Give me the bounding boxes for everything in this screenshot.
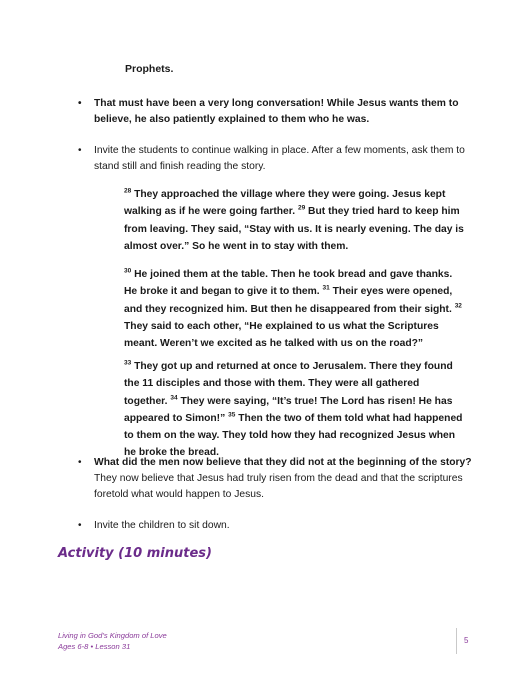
verse-number: 33 [124, 359, 132, 367]
bullet-marker: • [78, 98, 82, 109]
footer [58, 630, 167, 652]
bullet-item [78, 143, 478, 175]
bullet-marker: • [78, 145, 82, 156]
bullet-text: Invite the students to continue walking in place. After a few moments, ask them to stand still and finish reading the story. [94, 145, 465, 172]
verse-text: Their eyes were opened, and they recognized him. But then he disappeared from their sight. [124, 286, 455, 315]
verse-number: 34 [170, 394, 178, 402]
bullet-item [78, 455, 478, 503]
question-text: What did the men now believe that they did not at the beginning of the story? [94, 457, 472, 468]
verse-number: 29 [297, 204, 306, 212]
verse-number: 31 [322, 284, 330, 292]
footer-title: Living in God’s Kingdom of Love [58, 631, 167, 640]
verse-text: They said to each other, “He explained to us what the Scriptures meant. Weren’t we excited as he talked with us on the road?” [124, 320, 439, 350]
continued-text: Prophets. [125, 63, 174, 75]
verse-number: 35 [228, 411, 236, 419]
scripture-passage [124, 358, 464, 462]
verse-text: But they tried hard to keep him from leaving. They said, “Stay with us. It is nearly evening. The day is almost over.” So he went in to stay with them. [124, 206, 464, 252]
verse-number: 32 [454, 302, 462, 310]
verse-text: He joined them at the table. Then he took bread and gave thanks. He broke it and began to give it to them. [124, 269, 453, 298]
footer-divider [456, 628, 457, 654]
bullet-text: Invite the children to sit down. [94, 520, 230, 531]
bullet-text [94, 455, 478, 503]
bullet-marker: • [78, 457, 82, 468]
verse-text: They approached the village where they were going. Jesus kept walking as if he were going farther. [124, 189, 446, 218]
verse-text: They were saying, “It’s true! The Lord has risen! He has appeared to Simon!” [124, 395, 453, 424]
verse-number: 28 [124, 187, 132, 195]
answer-text: They now believe that Jesus had truly risen from the dead and that the scriptures foretold what would happen to Jesus. [94, 473, 463, 500]
scripture-passage [124, 186, 464, 255]
bullet-text: That must have been a very long conversation! While Jesus wants them to believe, he also patiently explained to them who he was. [94, 98, 459, 125]
bullet-item [78, 518, 478, 534]
activity-heading: Activity (10 minutes) [58, 546, 212, 561]
page-number: 5 [464, 636, 469, 645]
verse-text: They got up and returned at once to Jerusalem. There they found the 11 disciples and those with them. They were all gathered together. [124, 361, 453, 407]
bullet-item [78, 96, 478, 128]
verse-text: Then the two of them told what had happened to them on the way. They told how they had recognized Jesus when he broke the bread. [124, 412, 463, 459]
verse-number: 30 [124, 267, 132, 275]
scripture-passage [124, 266, 464, 352]
footer-subtitle: Ages 6-8 • Lesson 31 [58, 642, 131, 651]
bullet-marker: • [78, 520, 82, 531]
